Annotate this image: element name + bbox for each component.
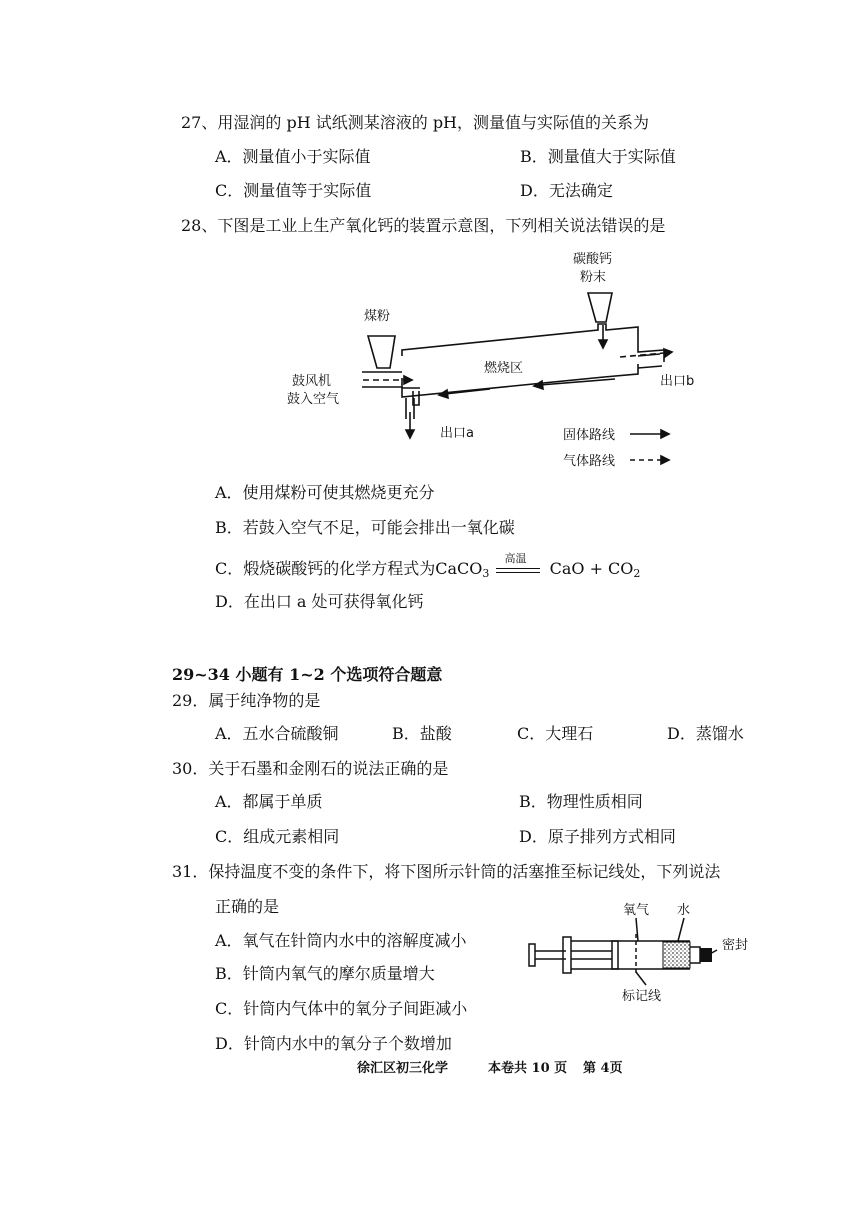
label-outlet-a: 出口a	[440, 426, 474, 441]
q29-option-a: A．五水合硫酸铜	[215, 724, 339, 743]
q29-stem: 29．属于纯净物的是	[172, 691, 321, 710]
q29-option-d: D．蒸馏水	[667, 724, 744, 743]
q27-option-b: B．测量值大于实际值	[520, 147, 676, 166]
q31-option-d: D．针筒内水中的氧分子个数增加	[215, 1034, 452, 1053]
q28-option-c-prefix: C．煅烧碳酸钙的化学方程式为CaCO	[215, 559, 483, 578]
q30-option-d: D．原子排列方式相同	[519, 827, 676, 846]
q28-option-b: B．若鼓入空气不足，可能会排出一氧化碳	[215, 518, 515, 537]
legend-gas-route: 气体路线	[563, 454, 616, 469]
q31-option-b: B．针筒内氧气的摩尔质量增大	[215, 964, 435, 983]
q28-option-c-products: CaO + CO	[549, 559, 634, 578]
q31-option-c: C．针筒内气体中的氧分子间距减小	[215, 999, 468, 1018]
section-heading: 29~34 小题有 1~2 个选项符合题意	[172, 665, 443, 684]
label-outlet-b: 出口b	[660, 374, 695, 389]
label-oxygen: 氧气	[623, 903, 650, 918]
reaction-condition-text: 高温	[504, 552, 527, 565]
label-caco3-line1: 碳酸钙	[573, 252, 613, 267]
q28-option-d: D．在出口 a 处可获得氧化钙	[215, 592, 424, 611]
q28-option-c	[215, 552, 641, 580]
q27-stem: 27、用湿润的 pH 试纸测某溶液的 pH，测量值与实际值的关系为	[181, 113, 650, 132]
footer-page-number: 第 4页	[583, 1061, 623, 1076]
q28-option-c-sub3: 3	[482, 567, 490, 580]
label-water: 水	[677, 903, 691, 918]
label-caco3-line2: 粉末	[580, 270, 607, 285]
label-combustion-zone: 燃烧区	[484, 361, 524, 376]
footer-school: 徐汇区初三化学	[357, 1061, 449, 1076]
q29-option-c: C．大理石	[517, 724, 594, 743]
q27-option-c: C．测量值等于实际值	[215, 181, 372, 200]
equals-sign-lower	[496, 572, 540, 573]
q30-stem: 30．关于石墨和金刚石的说法正确的是	[172, 759, 449, 778]
q30-option-b: B．物理性质相同	[519, 792, 643, 811]
legend-solid-route: 固体路线	[563, 428, 616, 443]
equals-sign	[496, 568, 540, 569]
q30-option-c: C．组成元素相同	[215, 827, 340, 846]
q29-option-b: B．盐酸	[392, 724, 452, 743]
label-coal: 煤粉	[364, 309, 391, 324]
q31-stem-line2: 正确的是	[215, 897, 280, 916]
q31-stem-line1: 31．保持温度不变的条件下，将下图所示针筒的活塞推至标记线处，下列说法	[172, 862, 721, 881]
q28-option-c-sub2: 2	[633, 567, 641, 580]
q31-option-a: A．氧气在针筒内水中的溶解度减小	[215, 931, 467, 950]
label-blower-line2: 鼓入空气	[287, 392, 340, 407]
q28-stem: 28、下图是工业上生产氧化钙的装置示意图，下列相关说法错误的是	[181, 216, 666, 235]
label-seal: 密封	[722, 938, 749, 953]
q30-option-a: A．都属于单质	[215, 792, 323, 811]
reaction-condition	[494, 552, 544, 579]
label-blower-line1: 鼓风机	[292, 374, 332, 389]
q28-option-a: A．使用煤粉可使其燃烧更充分	[215, 483, 435, 502]
q27-option-d: D．无法确定	[520, 181, 613, 200]
footer-total-pages: 本卷共 10 页	[488, 1061, 568, 1076]
label-mark-line: 标记线	[622, 989, 662, 1004]
q27-option-a: A．测量值小于实际值	[215, 147, 371, 166]
